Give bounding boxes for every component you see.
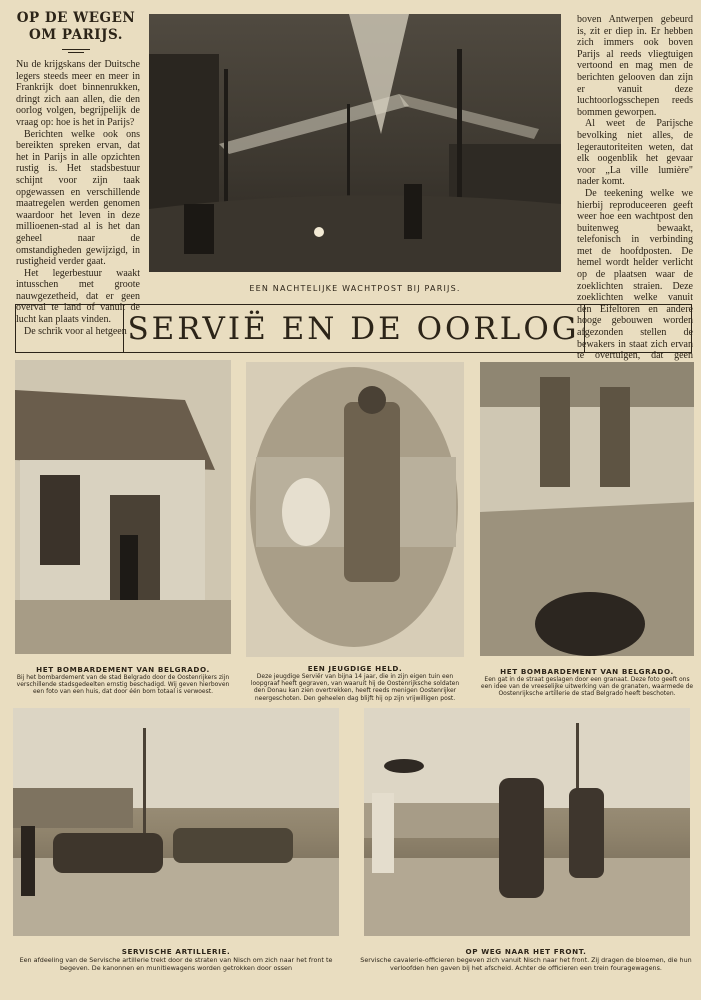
article-title-line1: OP DE WEGEN bbox=[16, 10, 136, 26]
officer-figure bbox=[600, 387, 630, 487]
officer-figure bbox=[540, 377, 570, 487]
caption-p2-text: Deze jeugdige Serviër van bijna 14 jaar, die in zijn eigen tuin een loopgraaf heeft gegraven, van waaruit hij de Oostenrijksche soldaten den Donau kan zien overtrekken, heeft reeds menigen Oostenrijker neergeschoten. Den geheelen dag blijft hij op zijn vrijwilligen post. bbox=[250, 673, 460, 702]
caption-p3 bbox=[480, 667, 694, 698]
caption-p3-title: HET BOMBARDEMENT VAN BELGRADO. bbox=[500, 667, 674, 676]
boy-soldier bbox=[344, 402, 400, 582]
photo-bombed-house bbox=[15, 360, 231, 654]
background-buildings bbox=[480, 362, 694, 407]
photo-way-to-front bbox=[364, 708, 690, 936]
telegraph-pole bbox=[347, 104, 350, 204]
article-paragraph: Berichten welke ook ons bereikten spreken ervan, dat het in Parijs in alle opzichten rustig is. Het stadsbestuur schijnt voor zijn taak opgewassen en verschillende maatregelen werden genomen waardoor het leven in deze millioenen-stad al is het dan geheel naar de omstandigheden gewijzigd, in rustigheid verder gaat. bbox=[16, 128, 140, 268]
article-column-left bbox=[16, 59, 140, 337]
bombed-house-drawing bbox=[15, 360, 231, 654]
artillery-drawing bbox=[13, 708, 339, 936]
caption-p4 bbox=[13, 947, 339, 972]
photo-shell-crater bbox=[480, 362, 694, 656]
soldier-figure bbox=[404, 184, 422, 239]
caption-p5 bbox=[356, 947, 696, 972]
section-banner-title: SERVIË EN DE OORLOG bbox=[123, 305, 585, 352]
article-paragraph: Nu de krijgskans der Duitsche legers steeds meer en meer in Frankrijk doet binnenrukken, dringt zich aan allen, die den oorlog volgen, begrijpelijk de vraag op: hoe is het in Parijs? bbox=[16, 59, 140, 128]
soldier-figure bbox=[21, 826, 35, 896]
illustration-caption: EEN NACHTELIJKE WACHTPOST BIJ PARIJS. bbox=[249, 284, 461, 293]
searchlight-beam-right bbox=[399, 94, 539, 139]
article-paragraph: Al weet de Parijsche bevolking niet alles, de legerautoriteiten weten, dat elk oogenblik het gevaar voor „La ville lumière" nader komt. bbox=[577, 118, 693, 188]
caption-p1 bbox=[15, 665, 231, 696]
oxen-team bbox=[173, 828, 293, 863]
article-column-right bbox=[577, 14, 693, 362]
boy-head bbox=[358, 386, 386, 414]
photo-serbian-artillery bbox=[13, 708, 339, 936]
night-watchpost-drawing bbox=[149, 14, 561, 272]
night-watchpost-illustration bbox=[149, 14, 561, 272]
article-paragraph: boven Antwerpen gebeurd is, zit er diep in. Er hebben zich immers ook boven Parijs al reeds vliegtuigen vertoond en mag men de berichten gelooven dan zijn er vanuit deze luchtoorlogsschepen reeds bommen geworpen. bbox=[577, 14, 693, 118]
caption-p2 bbox=[246, 664, 464, 702]
oxen-team bbox=[53, 833, 163, 873]
young-hero-drawing bbox=[246, 362, 464, 657]
goat bbox=[282, 478, 330, 546]
section-banner bbox=[15, 304, 692, 353]
article-title-line2: OM PARIJS. bbox=[29, 27, 123, 43]
damaged-roof bbox=[15, 390, 215, 470]
article-paragraph: De schrik voor al hetgeen bbox=[24, 325, 127, 337]
caption-p2-title: EEN JEUGDIGE HELD. bbox=[307, 664, 403, 673]
soldier-figure bbox=[120, 535, 138, 605]
article-paragraph: De teekening welke we hierbij reproduceeren geeft weer hoe een wachtpost den buitenweg bewaakt, telefonisch in verbinding met de hoofdposten. De hemel wordt helder verlicht op de plaatsen waar de zoeklichten straien. Deze zoeklichten welke vanuit den Eifeltoren en andere hooge gebouwen worden afgezonden stellen de bewakers in staat zich ervan te overtuigen, dat geen bbox=[577, 187, 693, 362]
telegraph-pole bbox=[224, 69, 228, 219]
article-paragraph: Het legerbestuur waakt intusschen met groote nauwgezetheid, dat er geen overval te land of vanuit de lucht kan plaats vinden. bbox=[16, 267, 140, 326]
caption-p3-text: Een gat in de straat geslagen door een granaat. Deze foto geeft ons een idee van de vreeselijke uitwerking van de granaten, waarmede de Oostenrijksche artillerie de stad Belgrado heeft beschoten. bbox=[480, 676, 694, 698]
lantern bbox=[314, 227, 324, 237]
caption-p5-title: OP WEG NAAR HET FRONT. bbox=[465, 947, 587, 956]
caption-p4-text: Een afdeeling van de Servische artillerie trekt door de straten van Nisch om zich naar het front te begeven. De kanonnen en munitiewagens worden getrokken door ossen bbox=[19, 956, 333, 972]
telegraph-pole bbox=[143, 728, 146, 838]
photo-young-hero-frame bbox=[246, 362, 464, 657]
caption-p5-text: Servische cavalerie-officieren begeven zich vanuit Nisch naar het front. Zij dragen de bloemen, die hun verloofden hen gaven bij het afscheid. Achter de officieren een trein fouragewagens. bbox=[360, 956, 692, 972]
horse-rider bbox=[499, 778, 544, 898]
caption-p1-title: HET BOMBARDEMENT VAN BELGRADO. bbox=[36, 665, 210, 674]
rubble bbox=[15, 600, 231, 654]
woman-with-umbrella bbox=[372, 793, 394, 873]
caption-p4-title: SERVISCHE ARTILLERIE. bbox=[121, 947, 231, 956]
horse-rider bbox=[569, 788, 604, 878]
houses bbox=[13, 788, 133, 828]
soldier-figure bbox=[184, 204, 214, 254]
title-rule-short bbox=[68, 52, 84, 53]
crater-hole bbox=[535, 592, 645, 656]
title-rule bbox=[62, 49, 90, 50]
cavalry-drawing bbox=[364, 708, 690, 936]
umbrella bbox=[384, 759, 424, 773]
caption-p1-text: Bij het bombardement van de stad Belgrado door de Oostenrijkers zijn verschillende stadsgedeelten ernstig beschadigd. Wij geven hierboven een foto van een huis, dat door één bom totaal is verwoest. bbox=[16, 674, 230, 696]
article-title bbox=[12, 10, 140, 44]
shell-crater-drawing bbox=[480, 362, 694, 656]
window bbox=[40, 475, 80, 565]
